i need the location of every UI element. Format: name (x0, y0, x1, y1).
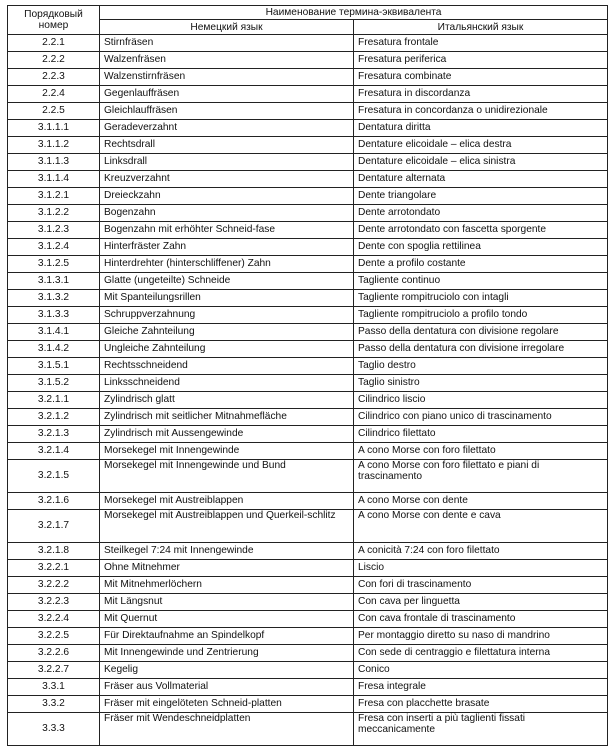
german-term: Kreuzverzahnt (100, 171, 354, 188)
table-row (8, 137, 608, 154)
table-row (8, 628, 608, 645)
italian-term: A cono Morse con foro filettato (354, 443, 608, 460)
table-row (8, 577, 608, 594)
table-row (8, 358, 608, 375)
italian-term: Dente con spoglia rettilinea (354, 239, 608, 256)
german-term: Fräser mit Wendeschneidplatten (100, 713, 354, 746)
italian-term: Fresatura combinate (354, 69, 608, 86)
table-row (8, 493, 608, 510)
italian-term: Conico (354, 662, 608, 679)
german-term: Zylindrisch mit seitlicher Mitnahmefläche (100, 409, 354, 426)
german-term: Rechtsdrall (100, 137, 354, 154)
german-term: Ohne Mitnehmer (100, 560, 354, 577)
row-number: 3.3.1 (8, 679, 100, 696)
german-term: Morsekegel mit Austreiblappen (100, 493, 354, 510)
german-term: Hinterdrehter (hinterschliffener) Zahn (100, 256, 354, 273)
german-term: Kegelig (100, 662, 354, 679)
italian-term: A conicità 7:24 con foro filettato (354, 543, 608, 560)
table-row (8, 171, 608, 188)
italian-term: A cono Morse con dente e cava (354, 510, 608, 543)
row-number: 3.2.1.2 (8, 409, 100, 426)
italian-term: Dente a profilo costante (354, 256, 608, 273)
german-term: Fräser mit eingelöteten Schneid-platten (100, 696, 354, 713)
german-term: Geradeverzahnt (100, 120, 354, 137)
table-row (8, 341, 608, 358)
italian-term: Per montaggio diretto su naso di mandrino (354, 628, 608, 645)
german-term: Mit Innengewinde und Zentrierung (100, 645, 354, 662)
header-italian: Итальянский язык (354, 20, 608, 35)
italian-term: Tagliente continuo (354, 273, 608, 290)
table-row (8, 713, 608, 746)
table-row (8, 594, 608, 611)
italian-term: Dente triangolare (354, 188, 608, 205)
german-term: Gleiche Zahnteilung (100, 324, 354, 341)
german-term: Dreieckzahn (100, 188, 354, 205)
italian-term: Cilindrico filettato (354, 426, 608, 443)
german-term: Schruppverzahnung (100, 307, 354, 324)
table-row (8, 392, 608, 409)
italian-term: Dentature elicoidale – elica destra (354, 137, 608, 154)
german-term: Mit Spanteilungsrillen (100, 290, 354, 307)
italian-term: Tagliente rompitruciolo con intagli (354, 290, 608, 307)
german-term: Bogenzahn (100, 205, 354, 222)
table-row (8, 662, 608, 679)
row-number: 3.2.1.6 (8, 493, 100, 510)
german-term: Hinterfräster Zahn (100, 239, 354, 256)
table-row (8, 560, 608, 577)
row-number: 2.2.4 (8, 86, 100, 103)
italian-term: Fresatura periferica (354, 52, 608, 69)
row-number: 3.1.2.2 (8, 205, 100, 222)
row-number: 3.2.1.4 (8, 443, 100, 460)
row-number: 3.2.1.7 (8, 510, 100, 543)
row-number: 3.2.2.1 (8, 560, 100, 577)
table-row (8, 409, 608, 426)
italian-term: Passo della dentatura con divisione regolare (354, 324, 608, 341)
table-row (8, 86, 608, 103)
row-number: 3.1.2.4 (8, 239, 100, 256)
row-number: 3.2.2.6 (8, 645, 100, 662)
german-term: Walzenfräsen (100, 52, 354, 69)
table-row (8, 645, 608, 662)
italian-term: Tagliente rompitruciolo a profilo tondo (354, 307, 608, 324)
row-number: 3.1.1.4 (8, 171, 100, 188)
row-number: 2.2.2 (8, 52, 100, 69)
table-row (8, 324, 608, 341)
table-row (8, 426, 608, 443)
row-number: 3.3.2 (8, 696, 100, 713)
italian-term: Fresatura in discordanza (354, 86, 608, 103)
table-row (8, 290, 608, 307)
italian-term: A cono Morse con dente (354, 493, 608, 510)
italian-term: Passo della dentatura con divisione irregolare (354, 341, 608, 358)
italian-term: A cono Morse con foro filettato e piani di trascinamento (354, 460, 608, 493)
italian-term: Con fori di trascinamento (354, 577, 608, 594)
header-equivalent: Наименование термина-эквивалента (100, 6, 608, 20)
german-term: Stirnfräsen (100, 35, 354, 52)
german-term: Glatte (ungeteilte) Schneide (100, 273, 354, 290)
table-row (8, 696, 608, 713)
row-number: 3.1.1.1 (8, 120, 100, 137)
table-row (8, 679, 608, 696)
table-row (8, 273, 608, 290)
table-row (8, 205, 608, 222)
italian-term: Cilindrico con piano unico di trascinamento (354, 409, 608, 426)
row-number: 2.2.5 (8, 103, 100, 120)
row-number: 3.1.3.2 (8, 290, 100, 307)
row-number: 3.1.4.2 (8, 341, 100, 358)
italian-term: Dentature alternata (354, 171, 608, 188)
row-number: 3.3.3 (8, 713, 100, 746)
italian-term: Liscio (354, 560, 608, 577)
row-number: 3.1.4.1 (8, 324, 100, 341)
header-german: Немецкий язык (100, 20, 354, 35)
table-row (8, 443, 608, 460)
table-row (8, 154, 608, 171)
row-number: 3.2.2.2 (8, 577, 100, 594)
table-row (8, 256, 608, 273)
german-term: Mit Quernut (100, 611, 354, 628)
german-term: Walzenstirnfräsen (100, 69, 354, 86)
italian-term: Fresa con inserti a più taglienti fissati meccanicamente (354, 713, 608, 746)
row-number: 3.1.5.2 (8, 375, 100, 392)
table-row (8, 510, 608, 543)
italian-term: Cilindrico liscio (354, 392, 608, 409)
table-row (8, 307, 608, 324)
italian-term: Taglio destro (354, 358, 608, 375)
german-term: Morsekegel mit Innengewinde (100, 443, 354, 460)
table-row (8, 239, 608, 256)
german-term: Gleichlauffräsen (100, 103, 354, 120)
german-term: Mit Längsnut (100, 594, 354, 611)
german-term: Ungleiche Zahnteilung (100, 341, 354, 358)
table-row (8, 611, 608, 628)
italian-term: Con sede di centraggio e filettatura interna (354, 645, 608, 662)
german-term: Steilkegel 7:24 mit Innengewinde (100, 543, 354, 560)
italian-term: Fresa integrale (354, 679, 608, 696)
table-row (8, 69, 608, 86)
italian-term: Dente arrotondato con fascetta sporgente (354, 222, 608, 239)
german-term: Linksdrall (100, 154, 354, 171)
german-term: Rechtsschneidend (100, 358, 354, 375)
italian-term: Fresatura frontale (354, 35, 608, 52)
table-row (8, 103, 608, 120)
header-number: Порядковый номер (8, 6, 100, 35)
row-number: 2.2.1 (8, 35, 100, 52)
italian-term: Fresatura in concordanza o unidirezionale (354, 103, 608, 120)
table-row (8, 35, 608, 52)
table-row (8, 120, 608, 137)
row-number: 3.1.3.3 (8, 307, 100, 324)
terms-table (7, 5, 608, 746)
italian-term: Dente arrotondato (354, 205, 608, 222)
table-row (8, 543, 608, 560)
row-number: 3.1.1.2 (8, 137, 100, 154)
german-term: Mit Mitnehmerlöchern (100, 577, 354, 594)
row-number: 3.2.2.4 (8, 611, 100, 628)
italian-term: Dentature elicoidale – elica sinistra (354, 154, 608, 171)
german-term: Für Direktaufnahme an Spindelkopf (100, 628, 354, 645)
german-term: Zylindrisch mit Aussengewinde (100, 426, 354, 443)
german-term: Morsekegel mit Austreiblappen und Querkeil-schlitz (100, 510, 354, 543)
italian-term: Fresa con placchette brasate (354, 696, 608, 713)
table-row (8, 188, 608, 205)
german-term: Bogenzahn mit erhöhter Schneid-fase (100, 222, 354, 239)
italian-term: Con cava frontale di trascinamento (354, 611, 608, 628)
german-term: Linksschneidend (100, 375, 354, 392)
row-number: 3.2.2.5 (8, 628, 100, 645)
row-number: 3.1.5.1 (8, 358, 100, 375)
row-number: 3.2.1.3 (8, 426, 100, 443)
row-number: 3.1.2.3 (8, 222, 100, 239)
row-number: 3.2.1.5 (8, 460, 100, 493)
german-term: Zylindrisch glatt (100, 392, 354, 409)
row-number: 3.2.1.1 (8, 392, 100, 409)
row-number: 3.2.2.3 (8, 594, 100, 611)
german-term: Gegenlauffräsen (100, 86, 354, 103)
row-number: 3.2.2.7 (8, 662, 100, 679)
table-row (8, 460, 608, 493)
row-number: 3.1.2.5 (8, 256, 100, 273)
row-number: 3.1.3.1 (8, 273, 100, 290)
row-number: 3.1.1.3 (8, 154, 100, 171)
german-term: Fräser aus Vollmaterial (100, 679, 354, 696)
italian-term: Dentatura diritta (354, 120, 608, 137)
german-term: Morsekegel mit Innengewinde und Bund (100, 460, 354, 493)
row-number: 3.2.1.8 (8, 543, 100, 560)
row-number: 2.2.3 (8, 69, 100, 86)
table-row (8, 375, 608, 392)
italian-term: Taglio sinistro (354, 375, 608, 392)
table-row (8, 52, 608, 69)
italian-term: Con cava per linguetta (354, 594, 608, 611)
row-number: 3.1.2.1 (8, 188, 100, 205)
table-row (8, 222, 608, 239)
